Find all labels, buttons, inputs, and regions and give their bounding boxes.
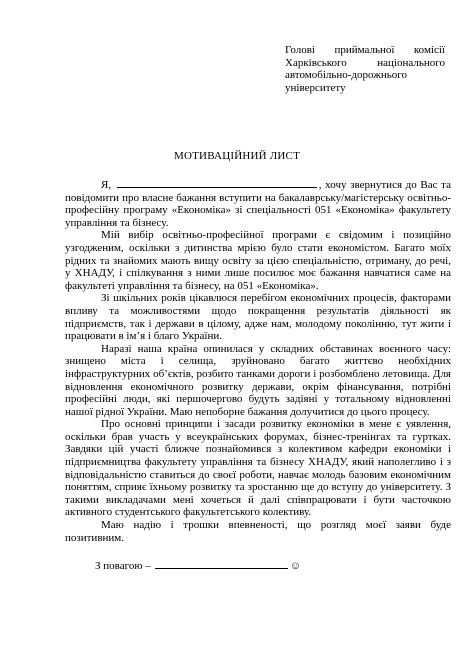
paragraph-interest: Зі шкільних років цікавлюся перебігом економічних процесів, факторами впливу та можливостями щодо покращення результатів діяльності як підприємств, так і держави в цілому, адже нам, молодому поколінню, тут жити і працювати в ім’я і благо України. [65,292,451,343]
letter-body [65,178,451,544]
salutation: Я, [101,179,112,191]
name-blank-line [117,178,317,188]
paragraph-country: Наразі наша країна опинилася у складних обставинах воєнного часу: знищено міста і селища, зруйновано багато життєво необхідних інфраструктурних об’єктів, розбито танками дороги і розбомблено летовища. Для відновлення економічного розвитку держави, окрім фінансування, потрібні професійні люди, які першочергово будуть задіяні у тотальному відновленні нашої рідної України. Маю непоборне бажання долучитися до цього процесу. [65,342,451,418]
closing-label: З повагою – [95,560,151,572]
intro-text: , хочу звернутися до Вас та повідомити про власне бажання вступити на бакалаврську/магістерську освітньо-професійну програму «Економіка» зі спеціальності 051 «Економіка» факультету управління та бізнесу. [65,179,451,229]
addressee-block: Голові приймальної комісії Харківського національного автомобільно-дорожнього університету [285,44,445,94]
paragraph-motivation: Мій вибір освітньо-професійної програми є свідомим і позиційно узгодженим, оскільки з дитинства мрією було стати економістом. Багато моїх рідних та знайомих мають вищу освіту за цією спеціальністю, отриману, до речі, у ХНАДУ, і спілкування з ними лише посилює моє бажання навчатися саме на факультеті управління та бізнесу, на 051 «Економіка». [65,229,451,292]
intro-paragraph [65,178,451,229]
smiley-icon: ☺ [289,560,302,572]
paragraph-hope: Маю надію і трошки впевненості, що розгляд моєї заяви буде позитивним. [65,519,451,544]
signature-line [155,559,288,569]
document-title: МОТИВАЦІЙНИЙ ЛИСТ [174,150,300,162]
signature-block [95,559,301,573]
paragraph-experience: Про основні принципи і засади розвитку економіки в мене є уявлення, оскільки брав участь у всеукраїнських форумах, бізнес-тренінгах та гуртках. Завдяки цій участі ближче познайомився з колективом кафедри економіки і підприємництва факультету управління та бізнесу ХНАДУ, який наполегливо і з відповідальністю ставиться до своєї роботи, навчає молодь базовим економічним поняттям, сприяє їхньому розвитку та зростанню ще до вступу до університету. З такими викладачами мені хочеться й далі співпрацювати і бути часточкою активного студентського факультетського колективу. [65,418,451,519]
